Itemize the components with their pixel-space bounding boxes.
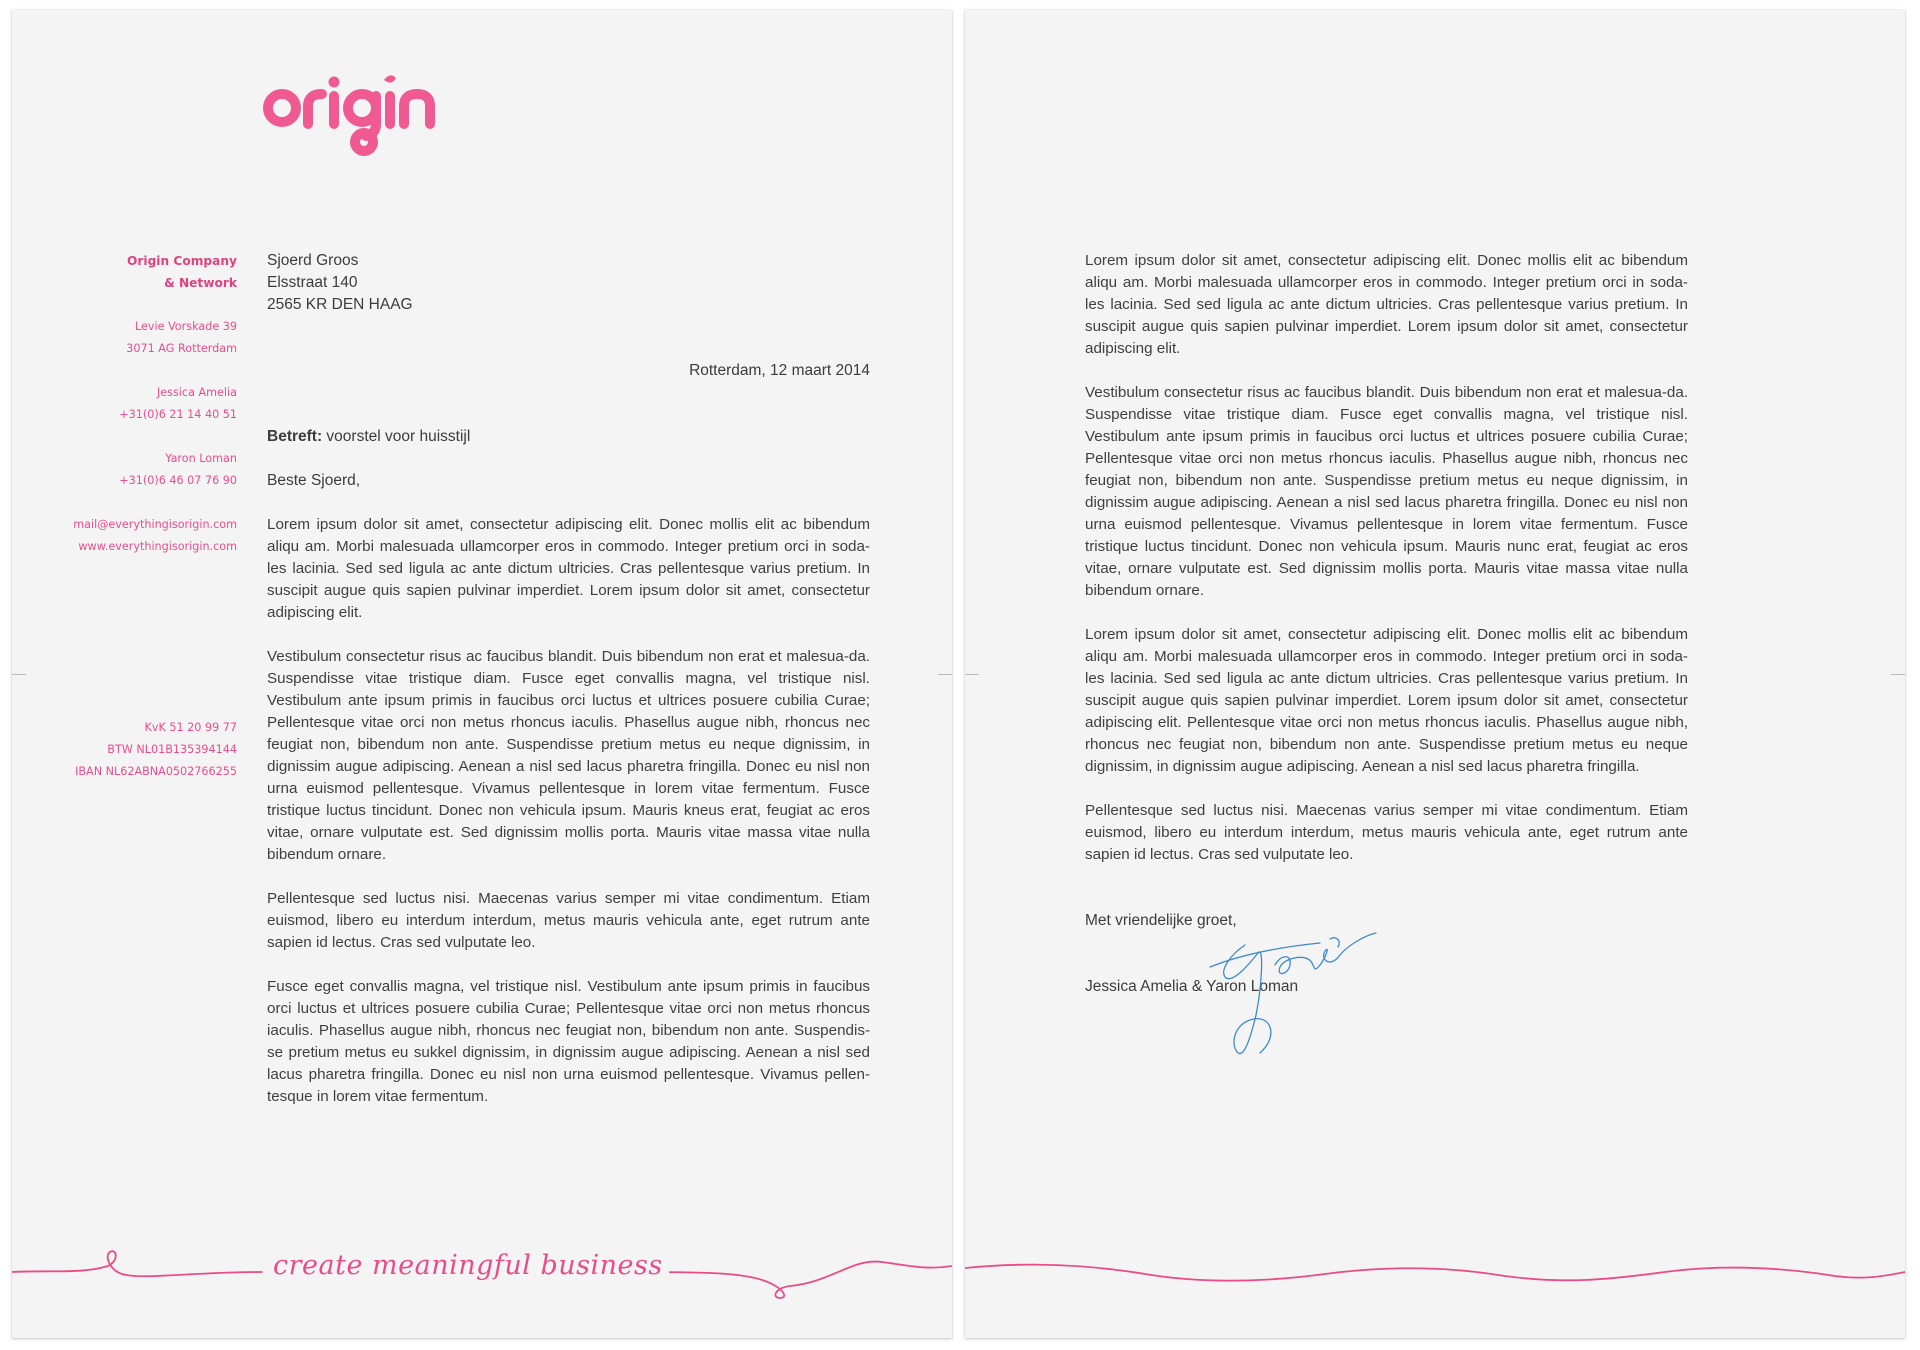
letter-page-1 <box>12 10 952 1338</box>
paragraph: Vestibulum consectetur risus ac faucibus blandit. Duis bibendum non erat et malesua-da. Suspendisse vitae tristique diam. Fusce eget convallis magna, vel tristique nisl. Vestibulum ante ipsum primis in faucibus orci luctus et ultrices posuere cubilia Curae; Pellentesque vitae orci non metus rhoncus iaculis. Phasellus augue nibh, rhoncus nec feugiat non, bibendum non ante. Suspendisse pretium metus eu neque dignissim, in dignissim augue adipiscing. Aenean a nisl sed lacus pharetra fringilla. Donec eu nisl non urna euismod pellentesque. Vivamus pellentesque in lorem vitae fermentum. Fusce tristique luctus tincidunt. Donec non vehicula ipsum. Mauris nunc erat, feugiat ac eros vitae, ornare vulputate est. Sed dignissim mollis porta. Mauris vitae massa vitae nulla bibendum ornare. <box>1085 384 1688 599</box>
paragraph: Pellentesque sed luctus nisi. Maecenas varius semper mi vitae condimentum. Etiam euismod, libero eu interdum interdum, metus mauris vehicula ante, eget rutrum ante sapien id lectus. Cras sed vulputate leo. <box>1085 802 1688 863</box>
paragraph: Lorem ipsum dolor sit amet, consectetur adipiscing elit. Donec mollis elit ac bibendum aliqu am. Morbi malesuada ullamcorper eros in commodo. Integer pretium orci in soda-les lacinia. Sed sed ligula ac ante dictum ultricies. Cras pellentesque varius pretium. In suscipit augue quis sapien pulvinar imperdiet. Lorem ipsum dolor sit amet, consectetur adipiscing elit. <box>1085 252 1688 357</box>
paragraph: Pellentesque sed luctus nisi. Maecenas varius semper mi vitae condimentum. Etiam euismod, libero eu interdum interdum, metus mauris vehicula ante, eget rutrum ante sapien id lectus. Cras sed vulputate leo. <box>267 890 870 951</box>
paragraph: Lorem ipsum dolor sit amet, consectetur adipiscing elit. Donec mollis elit ac bibendum aliqu am. Morbi malesuada ullamcorper eros in commodo. Integer pretium orci in soda-les lacinia. Sed sed ligula ac ante dictum ultricies. Cras pellentesque varius pretium. In suscipit augue quis sapien pulvinar imperdiet. Lorem ipsum dolor sit amet, consectetur adipiscing elit. Pellentesque vitae orci non metus rhoncus iaculis. Phasellus augue nibh, rhoncus nec feugiat non, bibendum non ante. Suspendisse pretium metus eu neque dignissim, in dignissim augue adipiscing. Aenean a nisl sed lacus pharetra fringilla. <box>1085 626 1688 775</box>
recipient-street: Elsstraat 140 <box>267 274 358 291</box>
fold-mark <box>965 674 979 675</box>
letter-body-page1 <box>267 514 870 1130</box>
subject-text: voorstel voor huisstijl <box>322 428 471 445</box>
sender-details <box>32 250 237 558</box>
paragraph: Lorem ipsum dolor sit amet, consectetur adipiscing elit. Donec mollis elit ac bibendum aliqu am. Morbi malesuada ullamcorper eros in commodo. Integer pretium orci in soda-les lacinia. Sed sed ligula ac ante dictum ultricies. Cras pellentesque varius pretium. In suscipit augue quis sapien pulvinar imperdiet. Lorem ipsum dolor sit amet, consectetur adipiscing elit. <box>267 516 870 621</box>
btw-number: BTW NL01B135394144 <box>107 743 237 756</box>
contact2-name: Yaron Loman <box>165 452 237 465</box>
company-name-line1: Origin Company <box>127 254 237 268</box>
sender-street: Levie Vorskade 39 <box>134 320 237 333</box>
company-name-line2: & Network <box>164 276 237 290</box>
kvk-number: KvK 51 20 99 77 <box>144 721 237 734</box>
fold-mark <box>1891 674 1905 675</box>
salutation: Beste Sjoerd, <box>267 472 361 489</box>
recipient-city: 2565 KR DEN HAAG <box>267 296 413 313</box>
fold-mark <box>938 674 952 675</box>
footer-wave-line-icon <box>965 1240 1905 1300</box>
footer-tagline: create meaningful business <box>267 1250 669 1281</box>
iban-number: IBAN NL62ABNA0502766255 <box>75 765 237 778</box>
letter-subject <box>267 426 470 448</box>
letter-date: Rotterdam, 12 maart 2014 <box>689 362 870 379</box>
paragraph: Vestibulum consectetur risus ac faucibus blandit. Duis bibendum non erat et malesua-da. Suspendisse vitae tristique diam. Fusce eget convallis magna, vel tristique nisl. Vestibulum ante ipsum primis in faucibus orci luctus et ultrices posuere cubilia Curae; Pellentesque vitae orci non metus rhoncus iaculis. Phasellus augue nibh, rhoncus nec feugiat non, bibendum non ante. Suspendisse pretium metus eu neque dignissim, in dignissim augue adipiscing. Aenean a nisl sed lacus pharetra fringilla. Donec eu nisl non urna euismod pellentesque. Vivamus pellentesque in lorem vitae fermentum. Fusce tristique luctus tincidunt. Donec non vehicula ipsum. Mauris kneus erat, feugiat ac eros vitae, ornare vulputate est. Sed dignissim mollis porta. Mauris vitae massa vitae nulla bibendum ornare. <box>267 648 870 863</box>
letter-body-page2 <box>1085 250 1688 888</box>
signature-icon <box>1180 925 1400 1065</box>
fold-mark <box>12 674 26 675</box>
origin-logo-icon <box>262 72 442 172</box>
closing: Met vriendelijke groet, <box>1085 912 1237 929</box>
contact1-phone: +31(0)6 21 14 40 51 <box>119 408 237 421</box>
sender-email: mail@everythingisorigin.com <box>73 518 237 531</box>
signer-names: Jessica Amelia & Yaron Loman <box>1085 978 1299 995</box>
recipient-address <box>267 250 413 316</box>
paragraph: Fusce eget convallis magna, vel tristique nisl. Vestibulum ante ipsum primis in faucibus orci luctus et ultrices posuere cubilia Curae; Pellentesque vitae orci non metus rhoncus iaculis. Phasellus augue nibh, rhoncus nec feugiat non, bibendum non ante. Suspendis-se pretium metus eu sukkel dignissim, in dignissim augue adipiscing. Aenean a nisl sed lacus pharetra fringilla. Donec eu nisl non urna euismod pellentesque. Vivamus pellen-tesque in lorem vitae fermentum. <box>267 978 870 1105</box>
sender-website: www.everythingisorigin.com <box>78 540 237 553</box>
sender-city: 3071 AG Rotterdam <box>126 342 237 355</box>
contact1-name: Jessica Amelia <box>156 386 237 399</box>
subject-label: Betreft: <box>267 428 323 445</box>
letter-page-2 <box>965 10 1905 1338</box>
registration-details <box>32 717 237 783</box>
contact2-phone: +31(0)6 46 07 76 90 <box>119 474 237 487</box>
recipient-name: Sjoerd Groos <box>267 252 359 269</box>
